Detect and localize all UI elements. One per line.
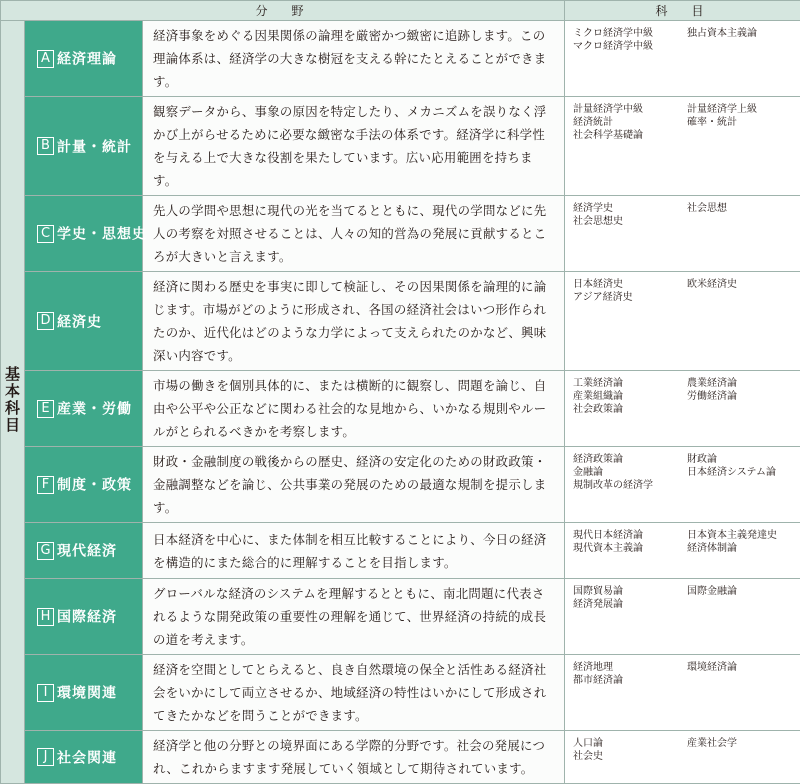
field-description: 経済を空間としてとらえると、良き自然環境の保全と活性ある経済社会をいかにして両立させるか、地域経済の特性はいかにして形成されてきたかなどを問うことができます。 [143,655,565,731]
subject-item: 国際貿易論 [573,585,687,598]
subjects-cell [565,272,800,371]
field-letter-badge: F [37,476,54,494]
subject-list-right [687,453,794,492]
subject-item: 国際金融論 [687,585,794,598]
subject-item: マクロ経済学中級 [573,40,687,53]
field-description: 市場の働きを個別具体的に、または横断的に観察し、問題を論じ、自由や公平や公正などに関わる社会的な見地から、いかなる規則やルールがとられるべきかを考察します。 [143,371,565,447]
field-description: グローバルな経済のシステムを理解するとともに、南北問題に代表されるような開発政策の重要性の理解を通じて、世界経済の持続的成長の道を考えます。 [143,579,565,655]
field-cell [25,523,143,579]
field-name: 現代経済 [57,544,117,560]
subject-item: 都市経済論 [573,674,687,687]
subject-item: 欧米経済史 [687,278,794,291]
field-letter-badge: D [37,312,54,330]
table-row [1,523,800,579]
subjects-cell [565,97,800,196]
subject-item: 計量経済学上級 [687,103,794,116]
table-row [1,579,800,655]
field-letter-badge: J [37,748,54,766]
subject-item: 現代資本主義論 [573,542,687,555]
subject-item: 社会思想 [687,202,794,215]
field-cell [25,272,143,371]
subject-item: 経済政策論 [573,453,687,466]
subjects-cell [565,655,800,731]
subject-list-right [687,529,794,555]
subject-item: 経済地理 [573,661,687,674]
table-row [1,196,800,272]
table-row [1,272,800,371]
field-letter-badge: G [37,542,54,560]
field-name: 学史・思想史 [57,227,147,243]
subject-item: 計量経済学中級 [573,103,687,116]
subject-list-left [573,27,687,53]
field-name: 制度・政策 [57,478,132,494]
subject-item: 現代日本経済論 [573,529,687,542]
field-description: 経済学と他の分野との境界面にある学際的分野です。社会の発展につれ、これからますます発展していく領域として期待されています。 [143,731,565,784]
subject-item: 経済発展論 [573,598,687,611]
field-name: 国際経済 [57,610,117,626]
field-description: 財政・金融制度の戦後からの歴史、経済の安定化のための財政政策・金融調整などを論じ、公共事業の発展のための最適な規制を提示します。 [143,447,565,523]
subject-list-right [687,585,794,611]
subject-item: 日本資本主義発達史 [687,529,794,542]
field-name: 計量・統計 [57,139,132,155]
subject-item: 農業経済論 [687,377,794,390]
subject-item: 産業社会学 [687,737,794,750]
subject-item: 産業組織論 [573,390,687,403]
field-description: 観察データから、事象の原因を特定したり、メカニズムを誤りなく浮かび上がらせるために必要な緻密な手法の体系です。経済学に科学性を与える上で大きな役割を果たしています。広い応用範囲を持ちます。 [143,97,565,196]
field-cell [25,655,143,731]
field-description: 経済に関わる歴史を事実に即して検証し、その因果関係を論理的に論じます。市場がどのように形成され、各国の経済社会はいつ形作られたのか、近代化はどのような力学によって支えられたのかなど、興味深い内容です。 [143,272,565,371]
field-cell [25,447,143,523]
table-row [1,371,800,447]
subject-item: 労働経済論 [687,390,794,403]
subject-item: 経済統計 [573,116,687,129]
field-cell [25,21,143,97]
subject-list-left [573,737,687,763]
subject-list-left [573,278,687,304]
field-cell [25,97,143,196]
field-letter-badge: E [37,400,54,418]
table-body [1,21,800,784]
table-row [1,731,800,784]
subject-list-right [687,103,794,142]
field-description: 日本経済を中心に、また体制を相互比較することにより、今日の経済を構造的にまた総合的に理解することを目指します。 [143,523,565,579]
subject-list-left [573,377,687,416]
subject-item: 日本経済システム論 [687,466,794,479]
field-name: 環境関連 [57,686,117,702]
subject-list-left [573,661,687,687]
field-cell [25,579,143,655]
subject-item: 社会政策論 [573,403,687,416]
field-cell [25,731,143,784]
field-cell [25,371,143,447]
field-letter-badge: C [37,225,54,243]
field-cell [25,196,143,272]
field-name: 社会関連 [57,750,117,766]
subject-item: 独占資本主義論 [687,27,794,40]
field-name: 産業・労働 [57,402,132,418]
subjects-cell [565,523,800,579]
subjects-cell [565,731,800,784]
table-header-row [1,1,800,21]
subjects-cell [565,21,800,97]
subject-list-right [687,278,794,304]
field-letter-badge: B [37,137,54,155]
field-name: 経済理論 [57,52,117,68]
subjects-cell [565,447,800,523]
subject-list-left [573,585,687,611]
subject-list-right [687,377,794,416]
subject-list-left [573,453,687,492]
subject-item: 社会科学基礎論 [573,129,687,142]
field-letter-badge: A [37,50,54,68]
subject-item: 金融論 [573,466,687,479]
subject-list-left [573,202,687,228]
subject-item: 経済体制論 [687,542,794,555]
subjects-cell [565,371,800,447]
subject-item: アジア経済史 [573,291,687,304]
subject-item: 経済学史 [573,202,687,215]
field-letter-badge: H [37,608,54,626]
table-row [1,655,800,731]
subject-item: 確率・統計 [687,116,794,129]
subject-item: 社会思想史 [573,215,687,228]
subject-item: 財政論 [687,453,794,466]
subject-item: 社会史 [573,750,687,763]
category-label: 基本科目 [2,366,23,434]
subject-list-left [573,103,687,142]
subjects-cell [565,579,800,655]
subject-item: 環境経済論 [687,661,794,674]
subject-list-right [687,661,794,687]
subject-list-right [687,27,794,53]
subject-item: ミクロ経済学中級 [573,27,687,40]
subject-item: 工業経済論 [573,377,687,390]
subjects-cell [565,196,800,272]
subject-item: 規制改革の経済学 [573,479,687,492]
table-row [1,447,800,523]
subject-item: 日本経済史 [573,278,687,291]
subject-list-right [687,202,794,228]
subjects-header: 科 目 [565,1,800,21]
field-letter-badge: I [37,684,54,702]
subject-item: 人口論 [573,737,687,750]
table-row [1,21,800,97]
field-header: 分 野 [1,1,565,21]
subject-list-right [687,737,794,763]
field-description: 先人の学問や思想に現代の光を当てるとともに、現代の学問などに先人の考察を対照させることは、人々の知的営為の発展に貢献するところが大きいと言えます。 [143,196,565,272]
field-name: 経済史 [57,314,102,330]
subject-list-left [573,529,687,555]
category-cell [1,21,25,784]
table-row [1,97,800,196]
field-description: 経済事象をめぐる因果関係の論理を厳密かつ緻密に追跡します。この理論体系は、経済学の大きな樹冠を支える幹にたとえることができます。 [143,21,565,97]
